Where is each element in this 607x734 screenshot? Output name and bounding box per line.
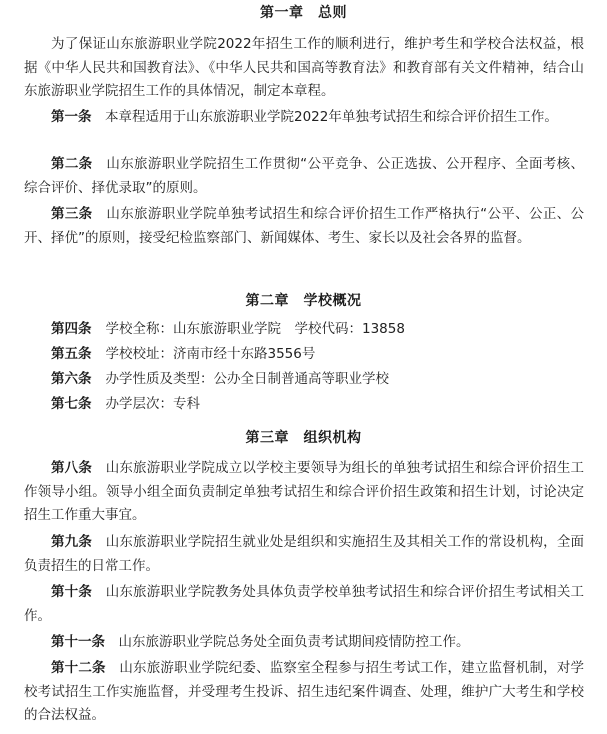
article-10	[24, 581, 584, 628]
article-3-label: 第三条	[51, 206, 93, 222]
article-8-label: 第八条	[51, 460, 93, 476]
chapter-1-heading: 第一章 总则	[260, 5, 347, 21]
article-5-label: 第五条	[51, 346, 92, 362]
article-11-text: 山东旅游职业学院总务处全面负责考试期间疫情防控工作。	[118, 634, 470, 650]
article-4-text: 学校全称：山东旅游职业学院 学校代码：13858	[105, 321, 405, 337]
article-2-label: 第二条	[51, 156, 93, 172]
article-1	[24, 106, 584, 130]
chapter-3-heading: 第三章 组织机构	[245, 430, 362, 446]
article-12-text: 山东旅游职业学院纪委、监察室全程参与招生考试工作，建立监督机制，对学校考试招生工作实施监督，并受理考生投诉、招生违纪案件调查、处理，维护广大考生和学校的合法权益。	[24, 660, 585, 723]
chapter-1-intro: 为了保证山东旅游职业学院2022年招生工作的顺利进行，维护考生和学校合法权益，根据《中华人民共和国教育法》、《中华人民共和国高等教育法》和教育部有关文件精神，结合山东旅游职业学院招生工作的具体情况，制定本章程。	[24, 36, 584, 99]
article-1-text: 本章程适用于山东旅游职业学院2022年单独考试招生和综合评价招生工作。	[105, 109, 558, 125]
article-12-label: 第十二条	[51, 660, 106, 676]
article-3-text: 山东旅游职业学院单独考试招生和综合评价招生工作严格执行“公平、公正、公开、择优”的原则，接受纪检监察部门、新闻媒体、考生、家长以及社会各界的监督。	[24, 206, 584, 246]
article-9-label: 第九条	[51, 534, 93, 550]
article-4	[24, 318, 584, 342]
article-12	[24, 657, 584, 728]
article-4-label: 第四条	[51, 321, 92, 337]
article-1-label: 第一条	[51, 109, 92, 125]
article-7	[24, 393, 584, 417]
article-6-text: 办学性质及类型：公办全日制普通高等职业学校	[105, 371, 389, 387]
article-11	[24, 631, 584, 655]
article-3	[24, 203, 584, 250]
article-8	[24, 457, 584, 528]
article-6-label: 第六条	[51, 371, 92, 387]
article-10-text: 山东旅游职业学院教务处具体负责学校单独考试招生和综合评价招生考试相关工作。	[24, 584, 585, 624]
chapter-2-heading: 第二章 学校概况	[245, 293, 362, 309]
article-5-text: 学校校址：济南市经十东路3556号	[105, 346, 316, 362]
article-5	[24, 343, 584, 367]
article-8-text: 山东旅游职业学院成立以学校主要领导为组长的单独考试招生和综合评价招生工作领导小组。领导小组全面负责制定单独考试招生和综合评价招生政策和招生计划，讨论决定招生工作重大事宜。	[24, 460, 585, 523]
article-7-text: 办学层次：专科	[105, 396, 200, 412]
article-10-label: 第十条	[51, 584, 93, 600]
article-6	[24, 368, 584, 392]
article-2	[24, 153, 584, 200]
article-11-label: 第十一条	[51, 634, 105, 650]
article-2-text: 山东旅游职业学院招生工作贯彻“公平竞争、公正选拔、公开程序、全面考核、综合评价、择优录取”的原则。	[24, 156, 584, 196]
article-9	[24, 531, 584, 578]
article-9-text: 山东旅游职业学院招生就业处是组织和实施招生及其相关工作的常设机构，全面负责招生的日常工作。	[24, 534, 585, 574]
article-7-label: 第七条	[51, 396, 92, 412]
